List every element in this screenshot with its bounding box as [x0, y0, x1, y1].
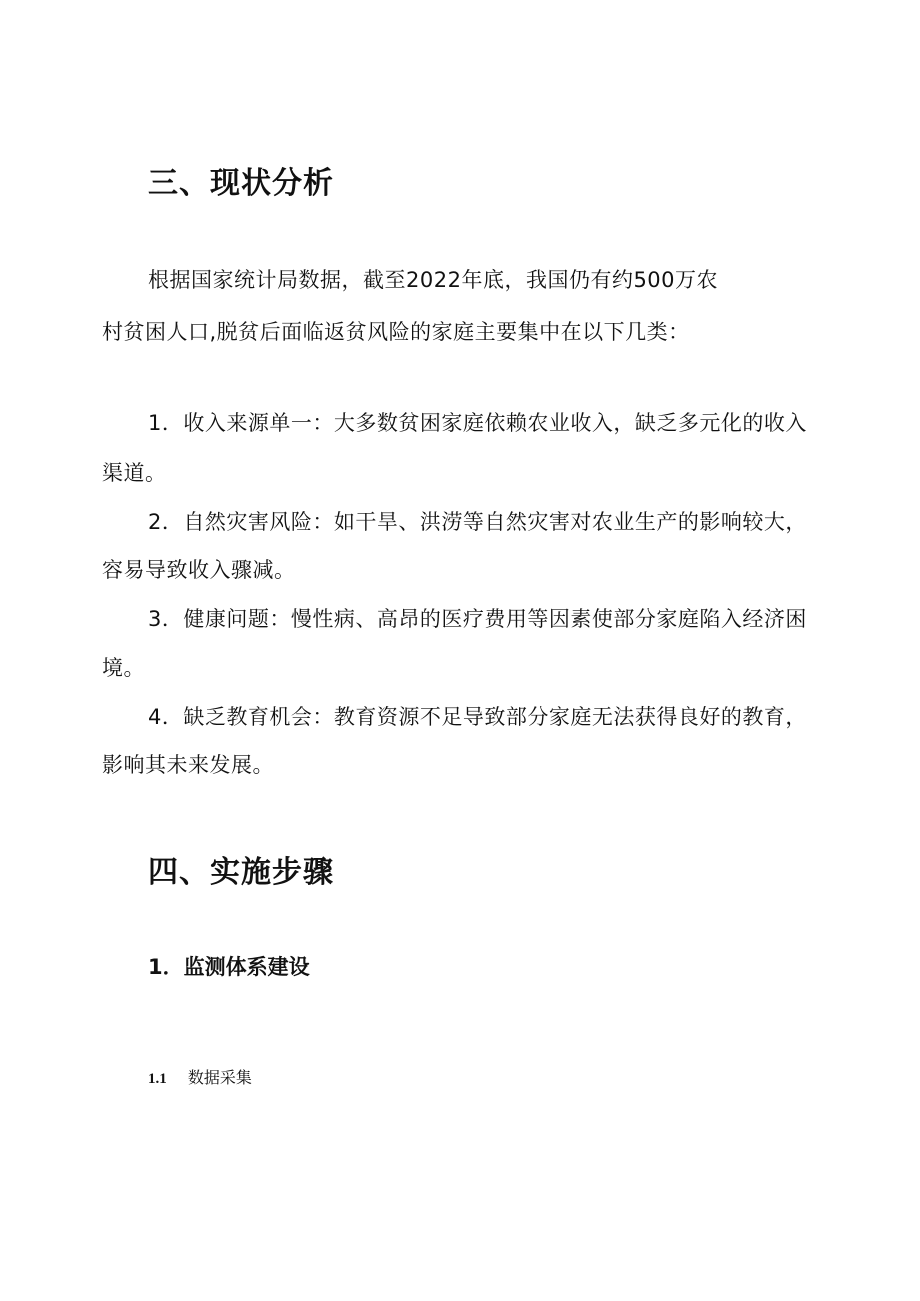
intro-paragraph-line-2: 村贫困人口,脱贫后面临返贫风险的家庭主要集中在以下几类： — [102, 320, 690, 344]
list-item-4-line-2: 影响其未来发展。 — [102, 753, 274, 777]
intro-paragraph-line-1: 根据国家统计局数据，截至2022年底，我国仍有约500万农 — [148, 268, 719, 292]
list-item-1-line-1: 1．收入来源单一：大多数贫困家庭依赖农业收入，缺乏多元化的收入 — [148, 411, 807, 435]
subsection-heading-monitoring-system: 1．监测体系建设 — [148, 955, 310, 979]
list-item-3-line-2: 境。 — [102, 656, 145, 680]
subsubsection-title: 数据采集 — [187, 1068, 252, 1087]
list-item-2-line-2: 容易导致收入骤减。 — [102, 558, 296, 582]
list-item-4-line-1: 4．缺乏教育机会：教育资源不足导致部分家庭无法获得良好的教育， — [148, 705, 807, 729]
subsubsection-heading-data-collection — [148, 1066, 252, 1090]
list-item-3-line-1: 3．健康问题：慢性病、高昂的医疗费用等因素使部分家庭陷入经济困 — [148, 607, 807, 631]
section-heading-status-analysis: 三、现状分析 — [148, 166, 334, 201]
subsubsection-number: 1.1 — [148, 1071, 167, 1087]
list-item-1-line-2: 渠道。 — [102, 461, 167, 485]
section-heading-implementation-steps: 四、实施步骤 — [148, 855, 334, 890]
list-item-2-line-1: 2．自然灾害风险：如干旱、洪涝等自然灾害对农业生产的影响较大， — [148, 510, 807, 534]
